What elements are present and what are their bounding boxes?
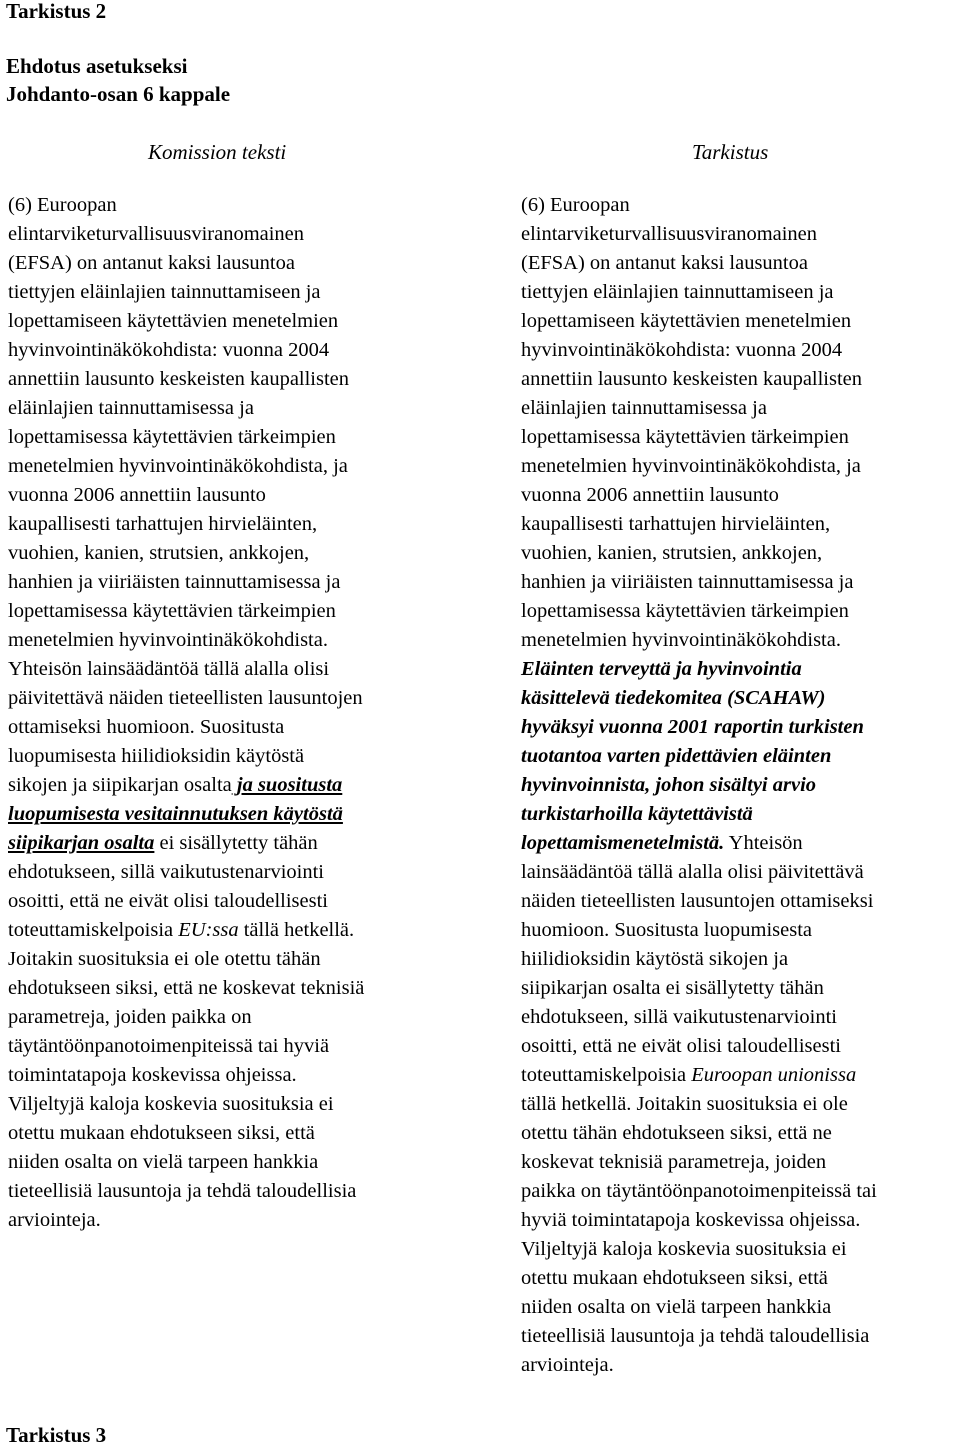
text-line: huomioon. Suositusta luopumisesta — [521, 919, 812, 941]
text-line: menetelmien hyvinvointinäkökohdista. — [521, 629, 841, 651]
text-line: ottamiseksi huomioon. Suositusta — [8, 716, 285, 738]
deleted-text: ja suositusta — [231, 774, 343, 796]
text-line: lopettamisessa käytettävien tärkeimpien — [8, 600, 336, 622]
added-text: lopettamismenetelmistä. — [521, 832, 725, 854]
text-line: (EFSA) on antanut kaksi lausuntoa — [521, 252, 808, 274]
text-line: niiden osalta on vielä tarpeen hankkia — [8, 1151, 319, 1173]
text-line: kaupallisesti tarhattujen hirvieläinten, — [521, 513, 831, 535]
text-line: menetelmien hyvinvointinäkökohdista. — [8, 629, 328, 651]
text-line: tieteellisiä lausuntoja ja tehdä taloudellisia — [521, 1325, 870, 1347]
text-line: hyviä toimintatapoja koskevissa ohjeissa. — [521, 1209, 861, 1231]
text-line: toimintatapoja koskevissa ohjeissa. — [8, 1064, 297, 1086]
text-line — [8, 771, 460, 800]
text-line: otettu mukaan ehdotukseen siksi, että — [8, 1122, 315, 1144]
added-text-line: käsittelevä tiedekomitea (SCAHAW) — [521, 687, 826, 709]
text-line: koskevat teknisiä parametreja, joiden — [521, 1151, 827, 1173]
text-line: (EFSA) on antanut kaksi lausuntoa — [8, 252, 295, 274]
text-line: osoitti, että ne eivät olisi taloudellisesti — [521, 1035, 841, 1057]
text-line: lainsäädäntöä tällä alalla olisi päivitettävä — [521, 861, 864, 883]
text-segment: ei sisällytetty tähän — [154, 832, 318, 854]
text-line: hanhien ja viiriäisten tainnuttamisessa ja — [521, 571, 854, 593]
text-line: hanhien ja viiriäisten tainnuttamisessa ja — [8, 571, 341, 593]
text-line: tiettyjen eläinlajien tainnuttamiseen ja — [521, 281, 834, 303]
text-line: annettiin lausunto keskeisten kaupallisten — [521, 368, 863, 390]
text-line — [8, 916, 460, 945]
amendment-text-column — [521, 191, 958, 1380]
proposal-title: Ehdotus asetukseksi — [6, 54, 188, 78]
text-segment: tällä hetkellä. — [238, 919, 355, 941]
deleted-text-line: luopumisesta vesitainnutuksen käytöstä — [8, 803, 343, 825]
text-line: lopettamiseen käytettävien menetelmien — [521, 310, 852, 332]
text-line: päivitettävä näiden tieteellisten lausuntojen — [8, 687, 363, 709]
text-line: eläinlajien tainnuttamisessa ja — [8, 397, 254, 419]
text-line: (6) Euroopan — [8, 194, 117, 216]
text-line: menetelmien hyvinvointinäkökohdista, ja — [8, 455, 348, 477]
text-line: tiettyjen eläinlajien tainnuttamiseen ja — [8, 281, 321, 303]
added-text-line: tuotantoa varten pidettävien eläinten — [521, 745, 832, 767]
text-line: luopumisesta hiilidioksidin käytöstä — [8, 745, 305, 767]
text-line — [8, 829, 460, 858]
text-line — [521, 829, 958, 858]
text-line: otettu mukaan ehdotukseen siksi, että — [521, 1267, 828, 1289]
text-line: ehdotukseen, sillä vaikutustenarviointi — [8, 861, 324, 883]
text-line: niiden osalta on vielä tarpeen hankkia — [521, 1296, 832, 1318]
text-line: Viljeltyjä kaloja koskevia suosituksia ei — [8, 1093, 334, 1115]
text-line: lopettamiseen käytettävien menetelmien — [8, 310, 339, 332]
text-line: elintarviketurvallisuusviranomainen — [521, 223, 818, 245]
commission-text-column — [8, 191, 460, 1235]
text-line — [521, 1061, 958, 1090]
text-line: ehdotukseen, sillä vaikutustenarviointi — [521, 1006, 837, 1028]
added-text-line: turkistarhoilla käytettävistä — [521, 803, 753, 825]
text-line: hiilidioksidin käytöstä sikojen ja — [521, 948, 789, 970]
text-segment: toteuttamiskelpoisia — [8, 919, 179, 941]
text-line: arviointeja. — [8, 1209, 101, 1231]
text-line: parametreja, joiden paikka on — [8, 1006, 252, 1028]
text-line: kaupallisesti tarhattujen hirvieläinten, — [8, 513, 318, 535]
text-line: (6) Euroopan — [521, 194, 630, 216]
changed-text: EU:ssa — [178, 919, 239, 941]
added-text-line: Eläinten terveyttä ja hyvinvointia — [521, 658, 802, 680]
text-line: vuohien, kanien, strutsien, ankkojen, — [521, 542, 823, 564]
text-segment: sikojen ja siipikarjan osalta — [8, 774, 232, 796]
text-line: lopettamisessa käytettävien tärkeimpien — [521, 426, 849, 448]
text-line: näiden tieteellisten lausuntojen ottamiseksi — [521, 890, 874, 912]
next-amendment-title: Tarkistus 3 — [6, 1423, 107, 1447]
text-line: lopettamisessa käytettävien tärkeimpien — [8, 426, 336, 448]
added-text-line: hyväksyi vuonna 2001 raportin turkisten — [521, 716, 864, 738]
text-line: lopettamisessa käytettävien tärkeimpien — [521, 600, 849, 622]
text-line: menetelmien hyvinvointinäkökohdista, ja — [521, 455, 861, 477]
text-line: eläinlajien tainnuttamisessa ja — [521, 397, 767, 419]
recital-title: Johdanto-osan 6 kappale — [6, 82, 231, 106]
amendment-title: Tarkistus 2 — [6, 0, 107, 23]
text-line: siipikarjan osalta ei sisällytetty tähän — [521, 977, 824, 999]
text-line: tieteellisiä lausuntoja ja tehdä taloudellisia — [8, 1180, 357, 1202]
text-segment: Yhteisön — [724, 832, 803, 854]
text-line: vuonna 2006 annettiin lausunto — [521, 484, 779, 506]
text-line: annettiin lausunto keskeisten kaupallisten — [8, 368, 350, 390]
text-line: Yhteisön lainsäädäntöä tällä alalla olisi — [8, 658, 330, 680]
added-text-line: hyvinvoinnista, johon sisältyi arvio — [521, 774, 817, 796]
commission-text-heading: Komission teksti — [148, 140, 287, 164]
amendment-column-heading: Tarkistus — [692, 140, 769, 164]
deleted-text: siipikarjan osalta — [8, 832, 155, 854]
text-line: täytäntöönpanotoimenpiteissä tai hyviä — [8, 1035, 330, 1057]
text-line: vuohien, kanien, strutsien, ankkojen, — [8, 542, 310, 564]
text-line: hyvinvointinäkökohdista: vuonna 2004 — [521, 339, 843, 361]
text-line: vuonna 2006 annettiin lausunto — [8, 484, 266, 506]
text-line: arviointeja. — [521, 1354, 614, 1376]
text-line: paikka on täytäntöönpanotoimenpiteissä tai — [521, 1180, 877, 1202]
text-line: elintarviketurvallisuusviranomainen — [8, 223, 305, 245]
changed-text: Euroopan unionissa — [691, 1064, 857, 1086]
text-segment: toteuttamiskelpoisia — [521, 1064, 692, 1086]
text-line: otettu tähän ehdotukseen siksi, että ne — [521, 1122, 832, 1144]
text-line: Joitakin suosituksia ei ole otettu tähän — [8, 948, 321, 970]
text-line: osoitti, että ne eivät olisi taloudellisesti — [8, 890, 328, 912]
text-line: tällä hetkellä. Joitakin suosituksia ei ole — [521, 1093, 848, 1115]
text-line: ehdotukseen siksi, että ne koskevat teknisiä — [8, 977, 365, 999]
text-line: Viljeltyjä kaloja koskevia suosituksia ei — [521, 1238, 847, 1260]
text-line: hyvinvointinäkökohdista: vuonna 2004 — [8, 339, 330, 361]
